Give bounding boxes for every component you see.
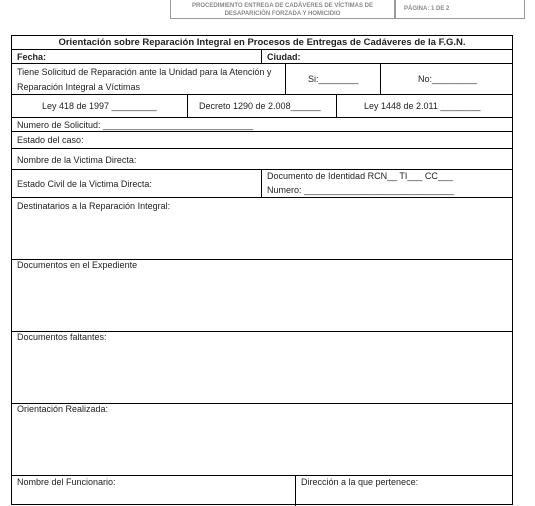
numero-solicitud-label: Numero de Solicitud: ______________________________ (17, 120, 254, 130)
nombre-funcionario-field[interactable] (12, 476, 295, 506)
si-label: Si:________ (308, 74, 359, 84)
form-title: Orientación sobre Reparación Integral en Procesos de Entregas de Cadáveres de la F.G.N. (58, 37, 466, 48)
documentos-expediente-section[interactable] (12, 260, 512, 332)
ley-418-label: Ley 418 de 1997 _________ (42, 101, 157, 111)
estado-caso-label: Estado del caso: (17, 135, 84, 145)
form-title-row (12, 36, 512, 50)
ley-1448-label: Ley 1448 de 2.011 ________ (364, 101, 481, 111)
estado-civil-row (12, 170, 512, 198)
no-label: No:_________ (418, 74, 478, 84)
nombre-funcionario-label: Nombre del Funcionario: (17, 477, 116, 487)
nombre-victima-row[interactable] (12, 149, 512, 170)
decreto-1290-field[interactable] (187, 95, 336, 117)
no-field[interactable] (380, 64, 512, 94)
estado-caso-row[interactable] (12, 132, 512, 149)
documentos-faltantes-label: Documentos faltantes: (17, 332, 107, 342)
numero-documento-label: Numero: ______________________________ (267, 185, 455, 195)
orientacion-realizada-label: Orientación Realizada: (17, 404, 109, 414)
nombre-victima-label: Nombre de la Victima Directa: (17, 155, 137, 165)
estado-civil-label: Estado Civil de la Victima Directa: (17, 179, 152, 189)
numero-solicitud-row[interactable] (12, 118, 512, 132)
ciudad-label: Ciudad: (267, 52, 301, 62)
laws-row (12, 95, 512, 118)
documento-identidad-label: Documento de Identidad RCN__ TI___ CC___ (267, 171, 453, 181)
ciudad-field[interactable] (261, 50, 512, 63)
funcionario-row (12, 476, 512, 506)
direccion-field[interactable] (295, 476, 512, 506)
ley-1448-field[interactable] (336, 95, 512, 117)
procedure-title-line2: DESAPARICIÓN FORZADA Y HOMICIDIO (224, 11, 341, 17)
destinatarios-label: Destinatarios a la Reparación Integral: (17, 201, 171, 211)
fecha-field[interactable] (12, 50, 261, 63)
documentos-expediente-label: Documentos en el Expediente (17, 260, 138, 270)
ley-418-field[interactable] (12, 95, 187, 117)
page-number: PÁGINA: 1 DE 2 (404, 6, 450, 12)
documento-field[interactable] (261, 170, 512, 197)
decreto-1290-label: Decreto 1290 de 2.008______ (199, 101, 321, 111)
estado-civil-field[interactable] (12, 170, 261, 197)
documentos-faltantes-section[interactable] (12, 332, 512, 404)
solicitud-row (12, 64, 512, 95)
orientacion-realizada-section[interactable] (12, 404, 512, 476)
procedure-title-cell (170, 0, 395, 19)
si-field[interactable] (285, 64, 380, 94)
fecha-label: Fecha: (17, 52, 47, 62)
page-number-cell (395, 0, 525, 19)
solicitud-question-line1: Tiene Solicitud de Reparación ante la Unidad para la Atención y (17, 67, 272, 77)
procedure-title-line1: PROCEDIMIENTO ENTREGA DE CADÁVERES DE VÍCTIMAS DE (191, 3, 374, 9)
reparation-form (11, 35, 513, 505)
solicitud-question-line2: Reparación Integral a Víctimas (17, 82, 141, 92)
fecha-ciudad-row (12, 50, 512, 64)
direccion-label: Dirección a la que pertenece: (301, 477, 419, 487)
destinatarios-section[interactable] (12, 198, 512, 260)
